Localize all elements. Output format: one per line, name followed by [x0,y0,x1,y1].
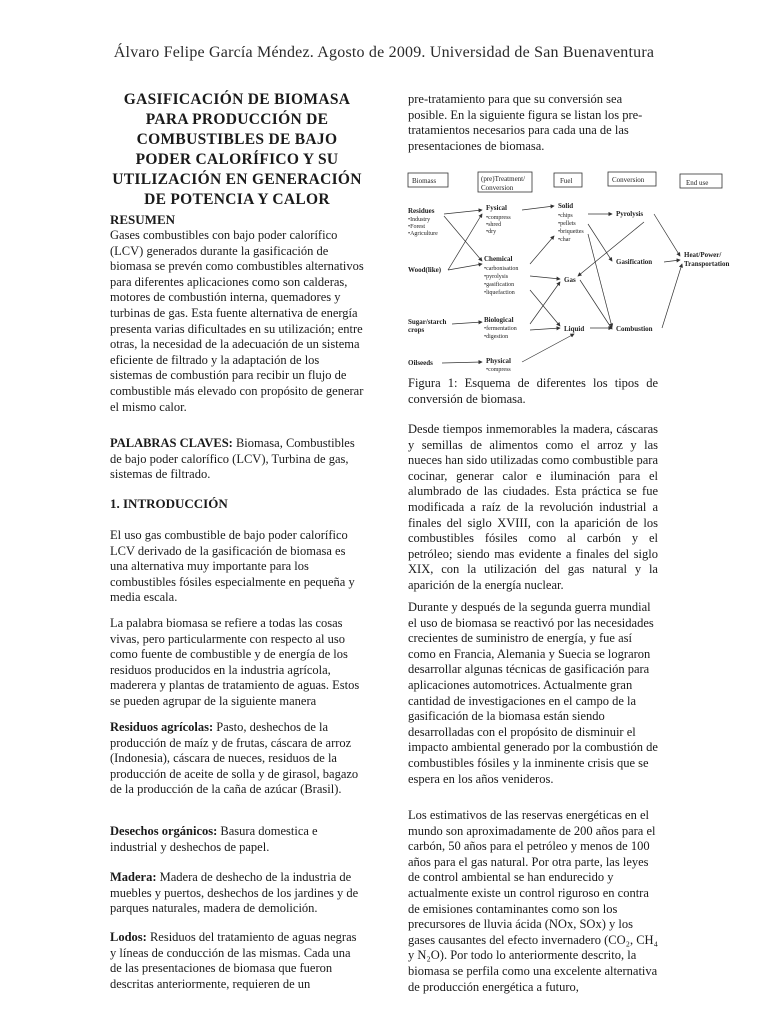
title-line: GASIFICACIÓN DE BIOMASA [123,91,351,108]
flow-arrow [452,322,482,324]
paper-title [110,90,364,210]
keywords-text: Biomasa, Combustibles de bajo poder calorífico (LCV), Turbina de gas, sistemas de filtrado. [110,436,355,482]
flow-arrow [588,234,612,327]
node-solid: Solid [558,202,574,210]
node-enduse: Heat/Power/ [684,251,722,259]
keywords-label: PALABRAS CLAVES: [110,436,233,450]
header-treatment-2: Conversion [481,184,514,192]
flow-arrow [664,260,680,262]
solid-item: •chips [558,213,573,219]
flow-arrow [530,236,554,264]
solid-item: •char [558,237,571,243]
title-line: PODER CALORÍFICO Y SU [135,151,339,168]
residues-item: •Forest [408,224,426,230]
title-line: DE POTENCIA Y CALOR [144,191,330,208]
desechos-label: Desechos orgánicos: [110,824,218,838]
residues-item: •Agriculture [408,231,438,237]
node-sugar-2: crops [408,326,425,334]
flow-arrow [522,334,574,362]
pretreatment-paragraph: pre-tratamiento para que su conversión sea posible. En la siguiente figura se listan los pre-tratamientos necesarios para cada una de las presentaciones de biomasa. [408,92,643,153]
reserves-paragraph: Los estimativos de las reservas energéticas en el mundo son aproximadamente de 200 años para el carbón, 50 años para el petróleo y menos de 100 años para el gas natural. Por otra parte, las leyes de control ambiental se han endurecido y actualmente existe un control riguroso en contra de emisiones contaminantes como son los precursores de lluvia ácida (NOx, SOx) y los gases causantes del efecto invernadero (CO₂, CH₄ y N₂O). Por todo lo anteriormente descrito, la biomasa se perfila como una excelente alternativa de producción energética a futuro, [408,808,658,994]
history-paragraph: Desde tiempos inmemorables la madera, cáscaras y semillas de alimentos como el arroz y las nueces han sido utilizadas como combustible para cocinar, generar calor e iluminación para el alumbrado de las ciudades. Esta práctica se fue modificada a raíz de la revolución industrial a finales del siglo XVIII, con la aparición de los combustibles fósiles como al carbón y el petróleo; siendo mas evidente a finales del siglo XIX, con la utilización del gas natural y la aparición de la energía nuclear. [408,422,658,592]
biological-item: •fermentation [484,326,517,332]
resumen-text: Gases combustibles con bajo poder calorífico (LCV) generados durante la gasificación de biomasa se prevén como combustibles alternativos para diferentes aplicaciones como son calderas, motores de combustión interna, quemadores y turbinas de gas. Esta fuente alternativa de energía presenta varias dificultades en su utilización; entre otras, la necesidad de la adecuación de un sistema eficiente de filtrado y la adaptación de los sistemas de combustión para recibir un flujo de combustible más elevado con propósito de generar el mismo calor. [110,228,364,414]
chemical-item: •liquefaction [484,290,515,296]
node-pyrolysis: Pyrolysis [616,210,644,218]
madera-text: Madera de deshecho de la industria de muebles y puertos, deshechos de los jardines y de parques naturales, madera de demolición. [110,870,359,916]
flow-arrow [588,224,612,261]
node-chemical: Chemical [484,255,513,263]
node-biological: Biological [484,316,514,324]
flow-arrow [522,206,554,210]
chemical-item: •carbonisation [484,266,519,272]
chemical-item: •pyrolysis [484,274,509,280]
node-physical: Physical [486,357,511,365]
header-conversion: Conversion [612,176,645,184]
flow-arrow [448,214,482,270]
intro-paragraph-2: La palabra biomasa se refiere a todas las cosas vivas, pero particularmente con respecto al uso como fuente de combustible y de energía de los residuos producidos en la industria agrícola, maderera y plantas de tratamiento de aguas. Estos se pueden agrupar de la siguiente manera [110,616,360,708]
node-wood: Wood(like) [408,266,442,274]
lodos-paragraph [110,930,364,992]
lodos-label: Lodos: [110,930,147,944]
residuos-label: Residuos agrícolas: [110,720,214,734]
desechos-text: Basura domestica e industrial y deshechos de papel. [110,824,318,854]
physical-item: •compress [486,367,511,373]
chemical-item: •gasification [484,282,515,288]
desechos-paragraph [110,824,364,855]
node-combustion: Combustion [616,325,653,333]
fysical-item: •shred [486,222,502,228]
node-enduse-2: Transportation [684,260,730,268]
fysical-item: •dry [486,229,497,235]
node-gas: Gas [564,276,576,284]
running-header: Álvaro Felipe García Méndez. Agosto de 2009. Universidad de San Buenaventura [113,44,655,61]
keywords-paragraph [110,436,364,483]
node-oilseeds: Oilseeds [408,359,433,367]
title-line: COMBUSTIBLES DE BAJO [136,131,338,148]
flow-arrow [530,290,560,326]
biological-item: •digestion [484,334,509,340]
madera-label: Madera: [110,870,157,884]
biomass-conversion-diagram [404,164,749,374]
flow-arrow [444,210,482,214]
title-line: PARA PRODUCCIÓN DE [145,111,329,128]
residuos-text: Pasto, deshechos de la producción de maíz y de frutas, cáscara de arroz (Indonesia), cáscara de nueces, residuos de la producción de aceite de solla y de girasol, bagazo de la producción de la caña de azúcar (Brasil). [110,720,359,797]
flow-arrow [442,362,482,363]
resumen-heading: RESUMEN [110,212,176,227]
figure-caption: Figura 1: Esquema de diferentes los tipos de conversión de biomasa. [408,376,658,406]
flow-arrow [654,214,680,256]
flow-arrow [580,280,612,329]
madera-paragraph [110,870,364,917]
flow-arrow [578,222,644,276]
node-liquid: Liquid [564,325,585,333]
residuos-paragraph [110,720,364,798]
flow-arrow [530,328,560,330]
intro-paragraph-1: El uso gas combustible de bajo poder calorífico LCV derivado de la gasificación de biomasa es una alternativa muy importante para los combustibles fósiles especialmente en pequeña y media escala. [110,528,355,605]
intro-heading: 1. INTRODUCCIÓN [110,496,228,511]
flow-arrow [662,264,682,328]
header-enduse: End use [686,179,709,187]
solid-item: •briquettes [558,229,584,235]
lodos-text: Residuos del tratamiento de aguas negras y líneas de conducción de las mismas. Cada una de las presentaciones de biomasa que fueron descritas anteriormente, requieren de un [110,930,357,991]
header-biomass: Biomass [412,177,437,185]
residues-item: •Industry [408,217,431,223]
title-line: UTILIZACIÓN EN GENERACIÓN [112,171,362,188]
node-residues: Residues [408,207,435,215]
flow-arrow [530,276,560,279]
header-fuel: Fuel [560,177,573,185]
header-treatment: (pre)Treatment/ [481,175,526,183]
node-fysical: Fysical [486,204,507,212]
node-gasification: Gasification [616,258,653,266]
node-sugar: Sugar/starch [408,318,447,326]
fysical-item: •compress [486,215,511,221]
flow-arrow [448,264,482,270]
flow-arrow [530,282,560,324]
solid-item: •pellets [558,221,576,227]
war-paragraph: Durante y después de la segunda guerra mundial el uso de biomasa se reactivó por las necesidades crecientes de suministro de energía, y fue así como en Francia, Alemania y Suecia se lograron desarrollar algunas técnicas de gasificación para aplicaciones automotrices. Actualmente gran cantidad de investigaciones en el campo de la gasificación de la biomasa están siendo desarrolladas con el propósito de disminuir el impacto ambiental generado por la combustión de combustibles fósiles y la inminente crisis que se espera en los años venideros. [408,600,658,786]
